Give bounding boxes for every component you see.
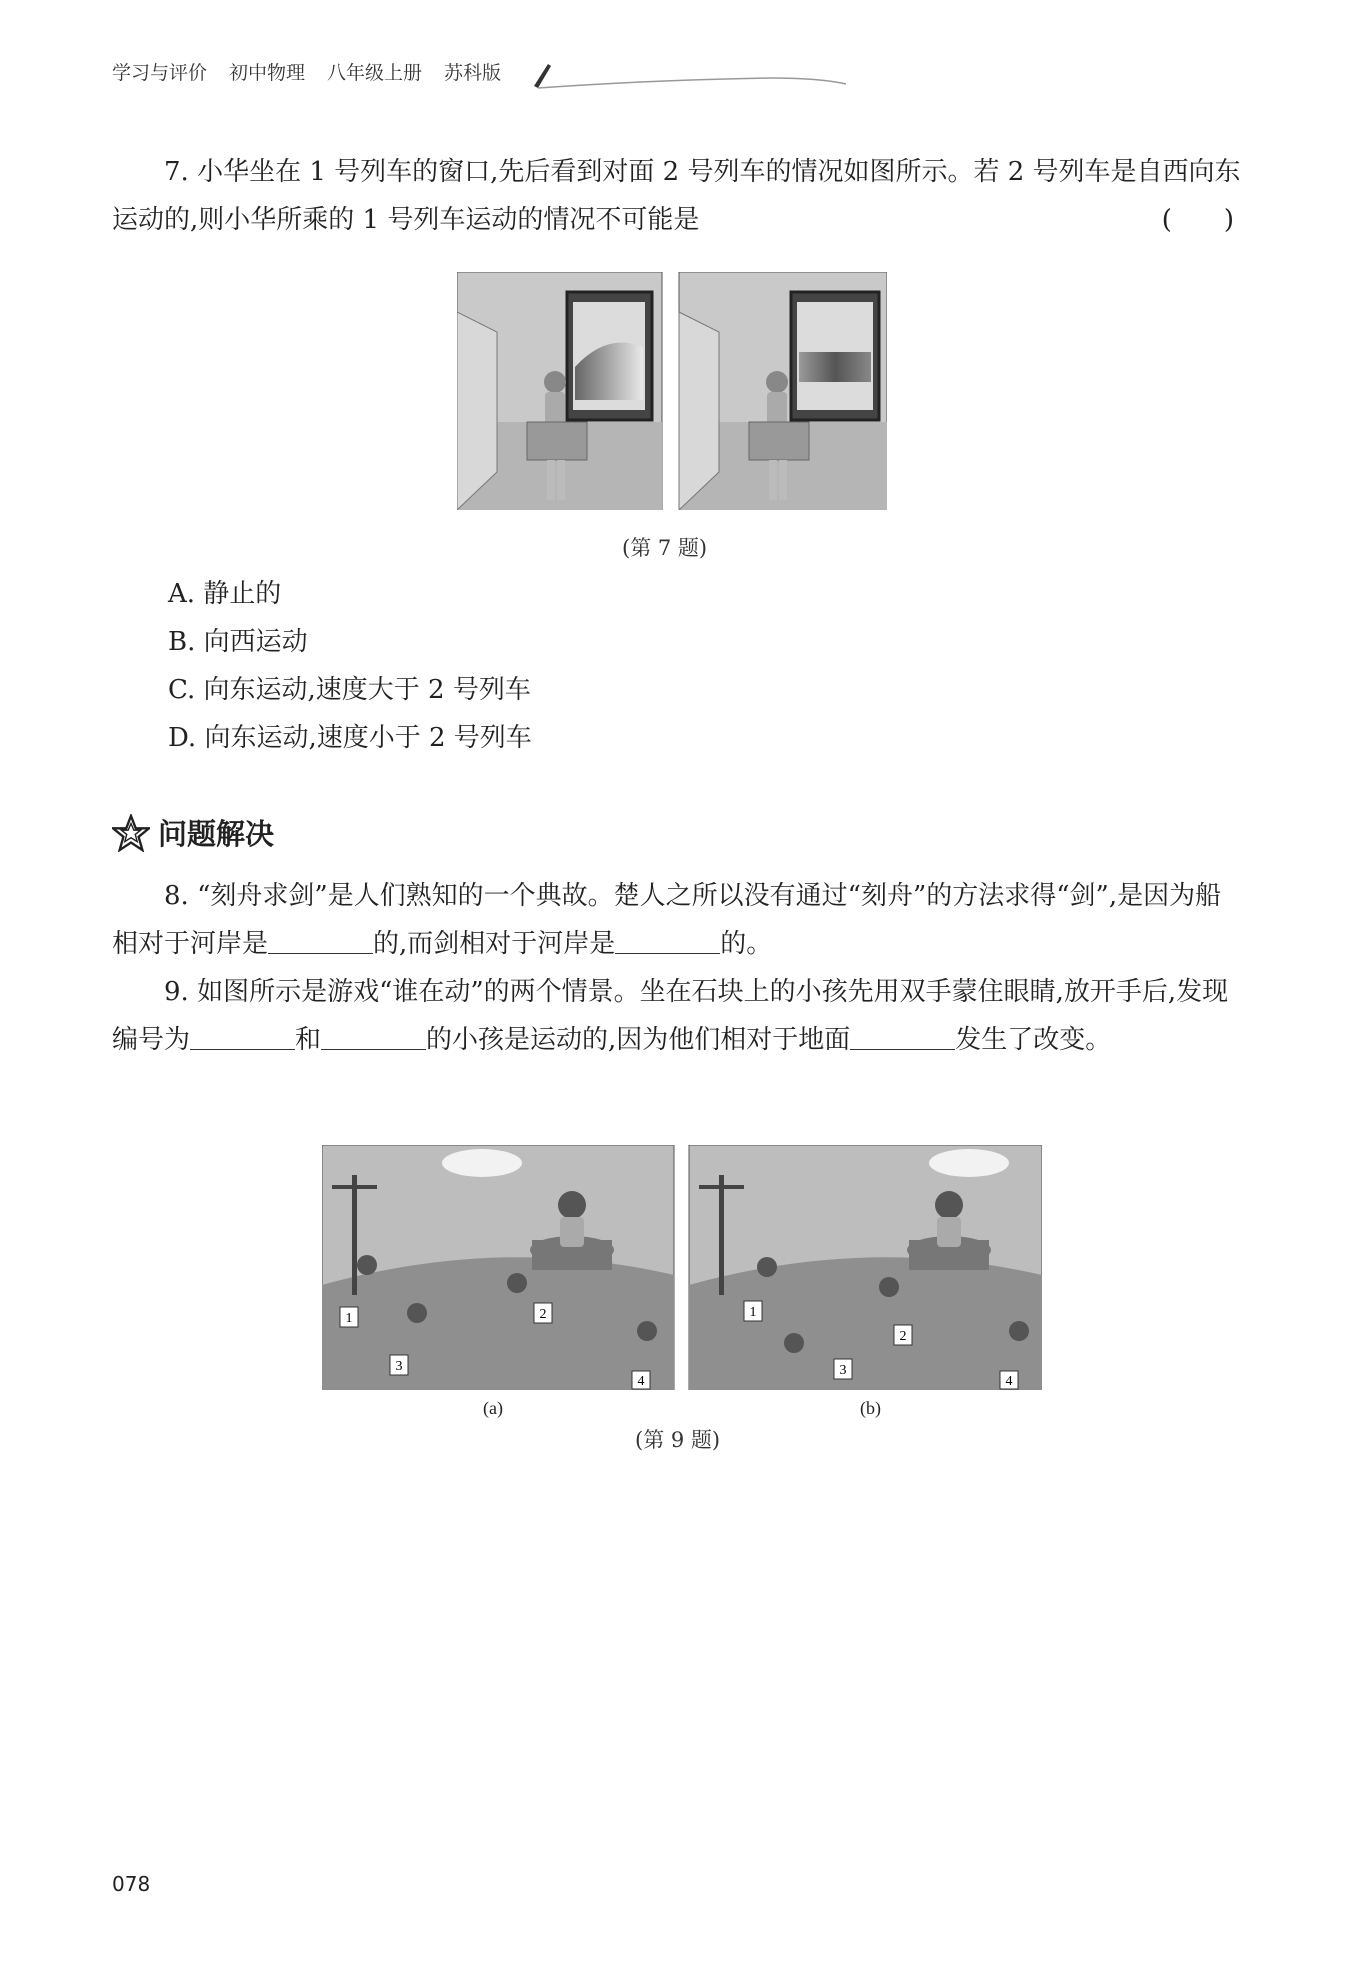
answer-blank[interactable] bbox=[850, 1021, 955, 1050]
page-number: 078 bbox=[112, 1872, 151, 1896]
subfigure-a-label: (a) bbox=[483, 1398, 503, 1418]
child-label: 4 bbox=[637, 1374, 645, 1389]
section-heading bbox=[112, 812, 274, 853]
child-label: 3 bbox=[395, 1359, 403, 1374]
child-label: 2 bbox=[539, 1307, 547, 1322]
figure-9-panel-b bbox=[689, 1145, 1042, 1390]
option-d: D. 向东运动,速度小于 2 号列车 bbox=[168, 723, 532, 753]
figure-7 bbox=[457, 272, 887, 510]
figure-9-caption: (第 9 题) bbox=[635, 1428, 721, 1452]
child-label: 1 bbox=[345, 1311, 353, 1326]
figure-9 bbox=[322, 1145, 1042, 1390]
q7-text: 7. 小华坐在 1 号列车的窗口,先后看到对面 2 号列车的情况如图所示。若 2 号列车是自西向东运动的,则小华所乘的 1 号列车运动的情况不可能是 bbox=[112, 157, 1241, 235]
pen-icon bbox=[530, 56, 850, 96]
question-7 bbox=[112, 148, 1242, 244]
answer-paren: ( ) bbox=[1161, 205, 1234, 235]
subfigure-b-label: (b) bbox=[860, 1398, 881, 1418]
header-subject: 初中物理 bbox=[229, 62, 306, 84]
option-a: A. 静止的 bbox=[168, 579, 282, 609]
option-c: C. 向东运动,速度大于 2 号列车 bbox=[168, 675, 531, 705]
answer-blank[interactable] bbox=[615, 925, 720, 954]
child-label: 3 bbox=[839, 1363, 847, 1378]
answer-blank[interactable] bbox=[190, 1021, 295, 1050]
question-8: 8. “刻舟求剑”是人们熟知的一个典故。楚人之所以没有通过“刻舟”的方法求得“剑”,是因为船相对于河岸是 的,而剑相对于河岸是 的。 bbox=[112, 881, 1222, 959]
header-edition: 苏科版 bbox=[444, 62, 502, 84]
child-label: 4 bbox=[1005, 1374, 1013, 1389]
page-header bbox=[112, 58, 507, 85]
figure-7-panel-b bbox=[679, 272, 887, 510]
figure-9-panel-a bbox=[322, 1145, 674, 1390]
section-title: 问题解决 bbox=[158, 817, 275, 851]
figure-7-panel-a bbox=[457, 272, 662, 510]
answer-blank[interactable] bbox=[268, 925, 373, 954]
question-9: 9. 如图所示是游戏“谁在动”的两个情景。坐在石块上的小孩先用双手蒙住眼睛,放开手后,发现编号为 和 的小孩是运动的,因为他们相对于地面 发生了改变。 bbox=[112, 977, 1229, 1055]
figure-7-caption: (第 7 题) bbox=[622, 536, 708, 560]
header-grade: 八年级上册 bbox=[327, 62, 423, 84]
answer-blank[interactable] bbox=[321, 1021, 426, 1050]
child-label: 1 bbox=[749, 1305, 757, 1320]
q7-options bbox=[168, 570, 532, 762]
option-b: B. 向西运动 bbox=[168, 627, 308, 657]
star-icon bbox=[112, 814, 150, 852]
header-book: 学习与评价 bbox=[112, 62, 208, 84]
questions-8-9 bbox=[112, 872, 1242, 1064]
child-label: 2 bbox=[899, 1329, 907, 1344]
